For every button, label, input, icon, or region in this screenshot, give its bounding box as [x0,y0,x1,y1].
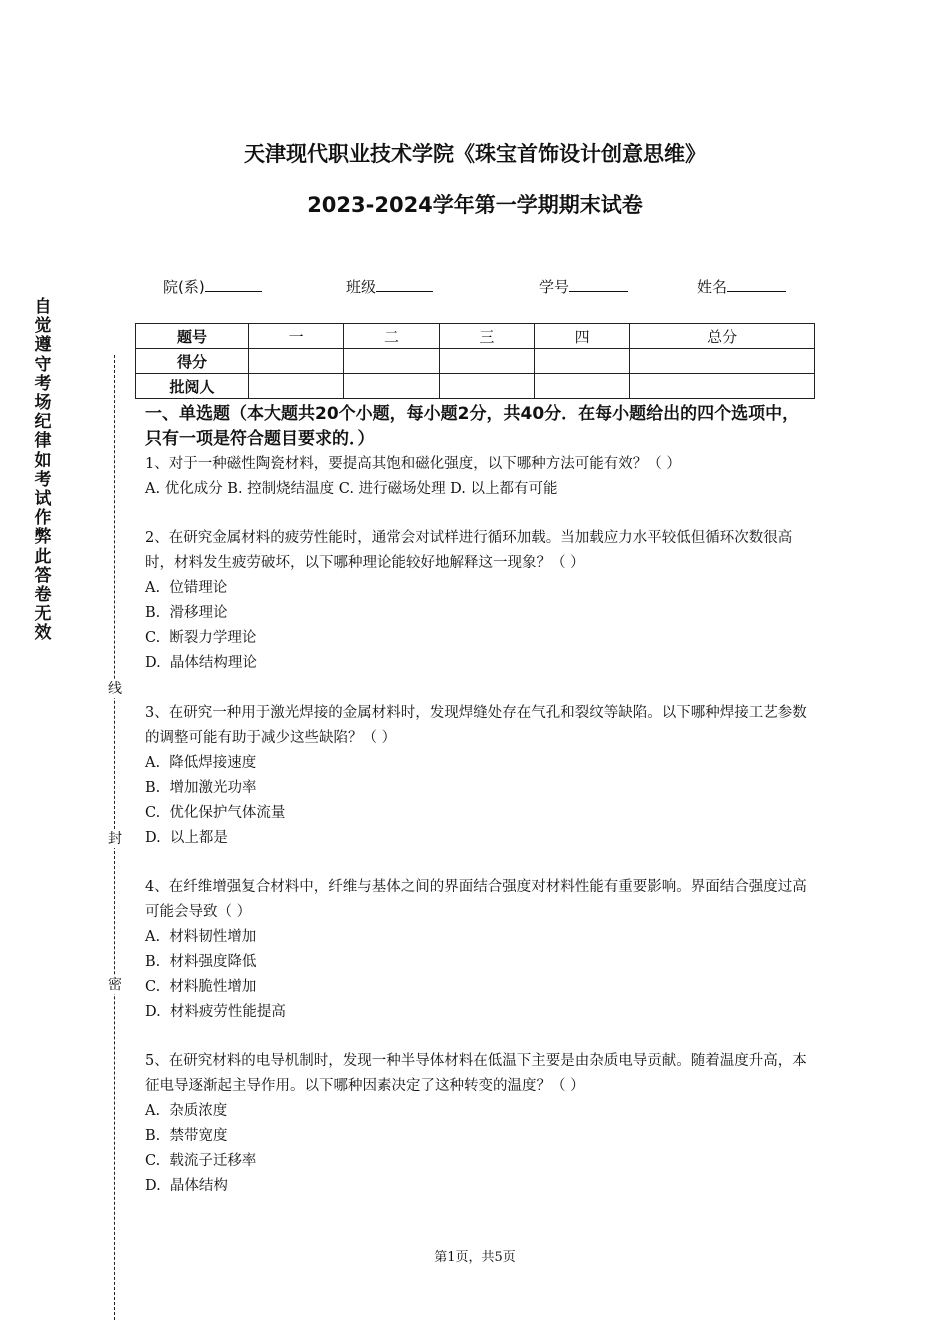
grader-cell[interactable] [630,374,815,399]
score-header-cell: 一 [249,324,344,349]
question-3 [145,701,813,851]
score-header-cell: 二 [344,324,439,349]
exam-discipline-notice: 自觉遵守考场纪律如考试作弊此答卷无效 [34,297,52,644]
class-label: 班级 [346,278,377,296]
section-heading: 一、单选题（本大题共20个小题，每小题2分，共40分．在每小题给出的四个选项中，只有一项是符合题目要求的．） [145,404,800,449]
question-stem: 2、在研究金属材料的疲劳性能时，通常会对试样进行循环加载。当加载应力水平较低但循环次数很高时，材料发生疲劳破坏，以下哪种理论能较好地解释这一现象？（ ） [145,530,793,571]
question-stem: 1、对于一种磁性陶瓷材料，要提高其饱和磁化强度，以下哪种方法可能有效？（ ） [145,456,681,472]
option-c: C. 优化保护气体流量 [145,805,286,821]
score-cell[interactable] [439,349,534,374]
grader-cell[interactable] [439,374,534,399]
score-header-cell: 题号 [136,324,249,349]
department-label: 院(系) [163,278,205,296]
option-b: B. 增加激光功率 [145,780,257,796]
option-a: A. 降低焊接速度 [145,755,257,771]
seal-mark-seal: 封 [108,831,122,847]
score-header-cell: 总分 [630,324,815,349]
exam-title-line1: 天津现代职业技术学院《珠宝首饰设计创意思维》 [244,142,706,166]
seal-mark-line: 线 [108,681,122,697]
score-row-label: 得分 [136,349,249,374]
score-table [135,323,815,399]
grader-row [136,374,815,399]
class-blank[interactable] [376,276,433,292]
option-b: B. 材料强度降低 [145,954,257,970]
name-blank[interactable] [727,276,786,292]
score-header-cell: 三 [439,324,534,349]
student-id-blank[interactable] [569,276,628,292]
name-field[interactable] [697,276,786,297]
grader-row-label: 批阅人 [136,374,249,399]
option-c: C. 断裂力学理论 [145,630,257,646]
option-b: B. 滑移理论 [145,605,228,621]
exam-title-line2: 2023-2024学年第一学期期末试卷 [307,193,643,217]
score-cell[interactable] [534,349,629,374]
option-d: D. 材料疲劳性能提高 [145,1004,286,1020]
option-d: D. 以上都是 [145,830,228,846]
page-number: 第1页，共5页 [434,1250,516,1265]
score-cell[interactable] [344,349,439,374]
option-c: C. 材料脆性增加 [145,979,257,995]
score-cell[interactable] [249,349,344,374]
score-row [136,349,815,374]
question-2 [145,526,813,676]
option-c: C. 载流子迁移率 [145,1153,257,1169]
option-d: D. 晶体结构 [145,1178,228,1194]
question-stem: 5、在研究材料的电导机制时，发现一种半导体材料在低温下主要是由杂质电导贡献。随着温度升高，本征电导逐渐起主导作用。以下哪种因素决定了这种转变的温度？（ ） [145,1053,807,1094]
department-blank[interactable] [205,276,262,292]
option-a: A. 杂质浓度 [145,1103,228,1119]
score-table-header-row [136,324,815,349]
question-stem: 3、在研究一种用于激光焊接的金属材料时，发现焊缝处存在气孔和裂纹等缺陷。以下哪种焊接工艺参数的调整可能有助于减少这些缺陷？（ ） [145,705,807,746]
department-field[interactable] [163,276,262,297]
question-1 [145,452,813,502]
grader-cell[interactable] [344,374,439,399]
student-id-label: 学号 [539,278,570,296]
score-cell[interactable] [630,349,815,374]
seal-mark-close: 密 [108,977,122,993]
question-4 [145,875,813,1025]
option-d: D. 晶体结构理论 [145,655,257,671]
class-field[interactable] [346,276,433,297]
question-5 [145,1049,813,1199]
option-b: B. 禁带宽度 [145,1128,228,1144]
student-id-field[interactable] [539,276,628,297]
grader-cell[interactable] [249,374,344,399]
question-stem: 4、在纤维增强复合材料中，纤维与基体之间的界面结合强度对材料性能有重要影响。界面结合强度过高可能会导致（ ） [145,879,807,920]
option-a: A. 位错理论 [145,580,228,596]
grader-cell[interactable] [534,374,629,399]
question-inline-options: A. 优化成分 B. 控制烧结温度 C. 进行磁场处理 D. 以上都有可能 [145,481,558,497]
option-a: A. 材料韧性增加 [145,929,257,945]
name-label: 姓名 [697,278,728,296]
score-header-cell: 四 [534,324,629,349]
student-info-row [0,276,950,298]
